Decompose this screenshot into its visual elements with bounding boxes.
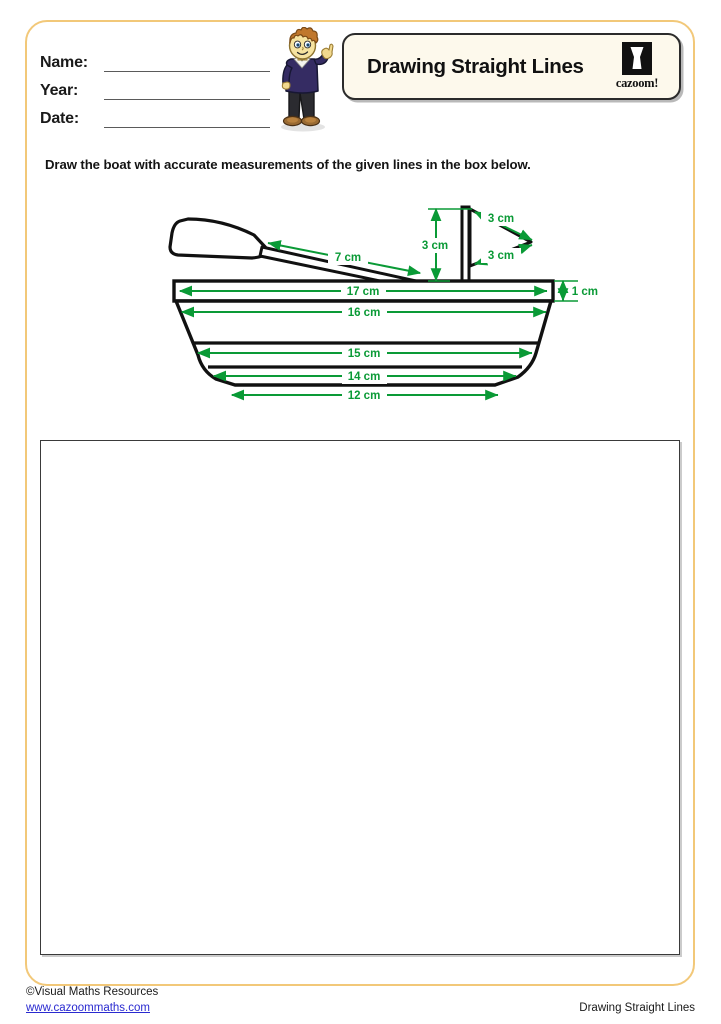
cazoom-wordmark: cazoom! bbox=[615, 76, 659, 90]
page-title: Drawing Straight Lines bbox=[367, 54, 584, 78]
year-label: Year: bbox=[40, 82, 79, 99]
year-field-row bbox=[40, 72, 270, 100]
date-input-line[interactable] bbox=[104, 111, 270, 128]
boy-thumbs-up-icon bbox=[263, 27, 341, 133]
label-hull-base: 12 cm bbox=[347, 390, 381, 402]
instruction-text: Draw the boat with accurate measurements of the given lines in the box below. bbox=[45, 157, 531, 172]
year-input-line[interactable] bbox=[104, 83, 270, 100]
label-oar: 7 cm bbox=[334, 252, 362, 264]
vase-glyph bbox=[629, 46, 645, 71]
label-hull-2: 15 cm bbox=[347, 348, 381, 360]
name-label: Name: bbox=[40, 54, 88, 71]
label-deck-height: 1 cm bbox=[571, 286, 598, 298]
footer-website-link[interactable]: www.cazoommaths.com bbox=[26, 1002, 150, 1014]
label-mast: 3 cm bbox=[421, 240, 449, 252]
name-input-line[interactable] bbox=[104, 55, 270, 72]
cazoom-logo bbox=[611, 42, 663, 91]
footer-sheet-name: Drawing Straight Lines bbox=[579, 1002, 695, 1014]
label-hull-1: 16 cm bbox=[347, 307, 381, 319]
answer-area[interactable] bbox=[40, 440, 680, 955]
name-field-row bbox=[40, 44, 270, 72]
date-label: Date: bbox=[40, 110, 80, 127]
label-flag-bottom: 3 cm bbox=[487, 250, 515, 262]
boat-diagram bbox=[150, 195, 610, 420]
label-deck-width: 17 cm bbox=[346, 286, 380, 298]
footer-copyright: ©Visual Maths Resources bbox=[26, 986, 159, 998]
student-details-block bbox=[40, 44, 270, 128]
label-hull-3: 14 cm bbox=[347, 371, 381, 383]
date-field-row bbox=[40, 100, 270, 128]
title-banner bbox=[342, 33, 681, 100]
label-flag-top: 3 cm bbox=[487, 213, 515, 225]
cazoom-vase-icon bbox=[622, 42, 652, 75]
